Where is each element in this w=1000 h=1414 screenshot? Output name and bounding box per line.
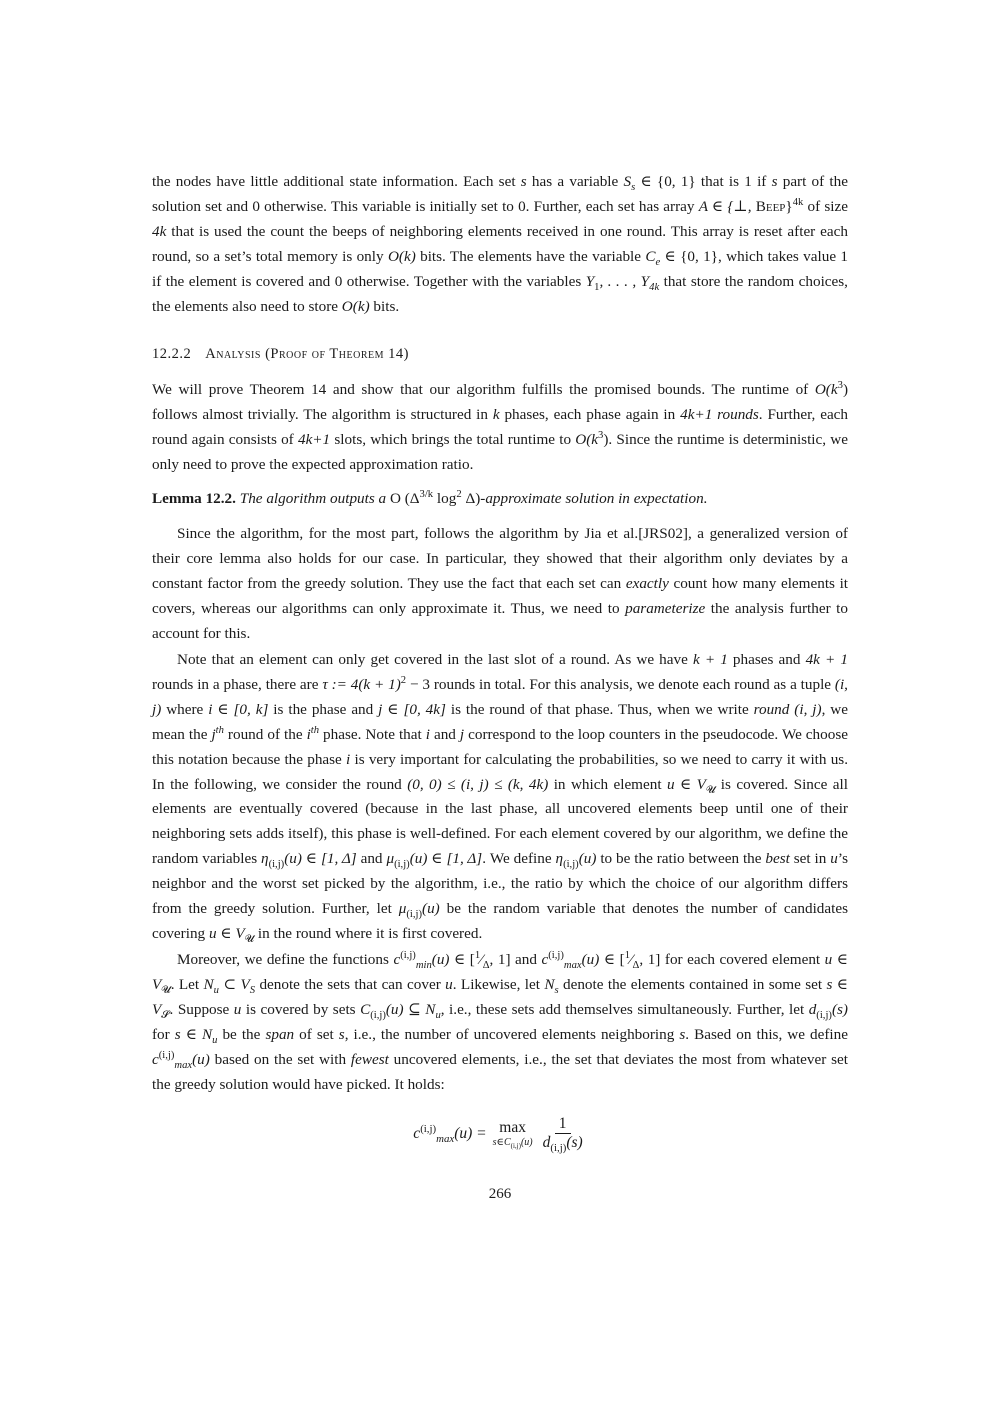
display-equation: $c^{(i,j)}_{max}(u)$ = max $s\in C_{(i,j)}(u)$ $\frac{1}{d_{(i,j)}(s)}$	[0, 1115, 1000, 1152]
section-title: Analysis (Proof of Theorem 14)	[205, 346, 409, 362]
paragraph-state-info: the nodes have little additional state information. Each set s has a variable $S_s$ ∈ {0, 1} that is 1 if s part of the solution set and 0 otherwise. This variable is initially set to 0. Further, each set has array A ∈ {⊥, Beep}$^{4k}$ of size 4k that is used the count the beeps of neighboring elements received in one round. This array is reset after each round, so a set’s total memory is only O(k) bits. The elements have the variable $C_e$ ∈ {0, 1}, which takes value 1 if the element is covered and 0 otherwise. Together with the variables $Y_1$, . . . , $Y_{4k}$ that store the random choices, the elements also need to store O(k) bits.	[152, 173, 848, 315]
lemma-label: Lemma 12.2.	[152, 490, 236, 507]
lemma-statement: Lemma 12.2. The algorithm outputs a O ($\Delta^{3/k}$ $\log^2$ Δ)-approximate solution in expectation.	[152, 488, 708, 507]
paragraph-jia-lemma: Since the algorithm, for the most part, follows the algorithm by Jia et al.[JRS02], a generalized version of their core lemma also holds for our case. In particular, they showed that their algorithm only deviates by a constant factor from the greedy solution. They use the fact that each set can exactly count how many elements it covers, whereas our algorithms can only approximate it. Thus, we need to parameterize the analysis further to account for this.	[152, 525, 849, 642]
section-heading	[152, 346, 409, 363]
paragraph-runtime: We will prove Theorem 14 and show that our algorithm fulfills the promised bounds. The runtime of $O(k^3)$ follows almost trivially. The algorithm is structured in k phases, each phase again in 4k+1 rounds. Further, each round again consists of 4k+1 slots, which brings the total runtime to $O(k^3)$. Since the runtime is deterministic, we only need to prove the expected approximation ratio.	[152, 379, 849, 473]
page-number: 266	[488, 1186, 512, 1202]
paragraph-round-notation: Note that an element can only get covered in the last slot of a round. As we have k + 1 phases and 4k + 1 rounds in a phase, there are τ := $4(k + 1)^2 - 3$ rounds in total. For this analysis, we denote each round as a tuple (i, j) where i ∈ [0, k] is the phase and j ∈ [0, 4k] is the round of that phase. Thus, when we write round (i, j), we mean the $j^{th}$ round of the $i^{th}$ phase. Note that i and j correspond to the loop counters in the pseudocode. We choose this notation because the phase i is very important for calculating the probabilities, so we need to carry it with us. In the following, we consider the round (0, 0) ≤ (i, j) ≤ (k, 4k) in which element u ∈ $V_𝓤$ is covered. Since all elements are eventually covered (because in the last phase, all uncovered elements beep until one of their neighboring sets adds itself), this phase is well-defined. For each element covered by our algorithm, we define the random variables $\eta_{(i,j)}(u)$ ∈ [1, Δ] and $\mu_{(i,j)}(u)$ ∈ [1, Δ]. We define $\eta_{(i,j)}(u)$ to be the ratio between the best set in u’s neighbor and the worst set picked by the algorithm, i.e., the ratio by which the choice of our algorithm differs from the greedy solution. Further, let $\mu_{(i,j)}(u)$ be the random variable that denotes the number of candidates covering u ∈ $V_𝓤$ in the round where it is first covered.	[152, 651, 848, 945]
fraction: $\frac{1}{d_{(i,j)}(s)}$	[542, 1115, 583, 1155]
max-operator: max $s\in C_{(i,j)}(u)$	[492, 1119, 533, 1150]
section-number: 12.2.2	[152, 346, 192, 362]
paragraph-functions-def: Moreover, we define the functions $c^{(i,j)}_{min}(u)$ ∈ [$^1⁄_\Delta$, 1] and $c^{(i,j)}_{max}(u)$ ∈ [$^1⁄_\Delta$, 1] for each covered element u ∈ $V_𝓤$. Let $N_u$ ⊂ $V_S$ denote the sets that can cover u. Likewise, let $N_s$ denote the elements contained in some set s ∈ $V_𝓢$. Suppose u is covered by sets $C_{(i,j)}(u)$ ⊆ $N_u$, i.e., these sets add themselves simultaneously. Further, let $d_{(i,j)}(s)$ for s ∈ $N_u$ be the span of set s, i.e., the number of uncovered elements neighboring s. Based on this, we define $c^{(i,j)}_{max}(u)$ based on the set with fewest uncovered elements, i.e., the set that deviates the most from whatever set the greedy solution would have picked. It holds:	[152, 949, 849, 1093]
